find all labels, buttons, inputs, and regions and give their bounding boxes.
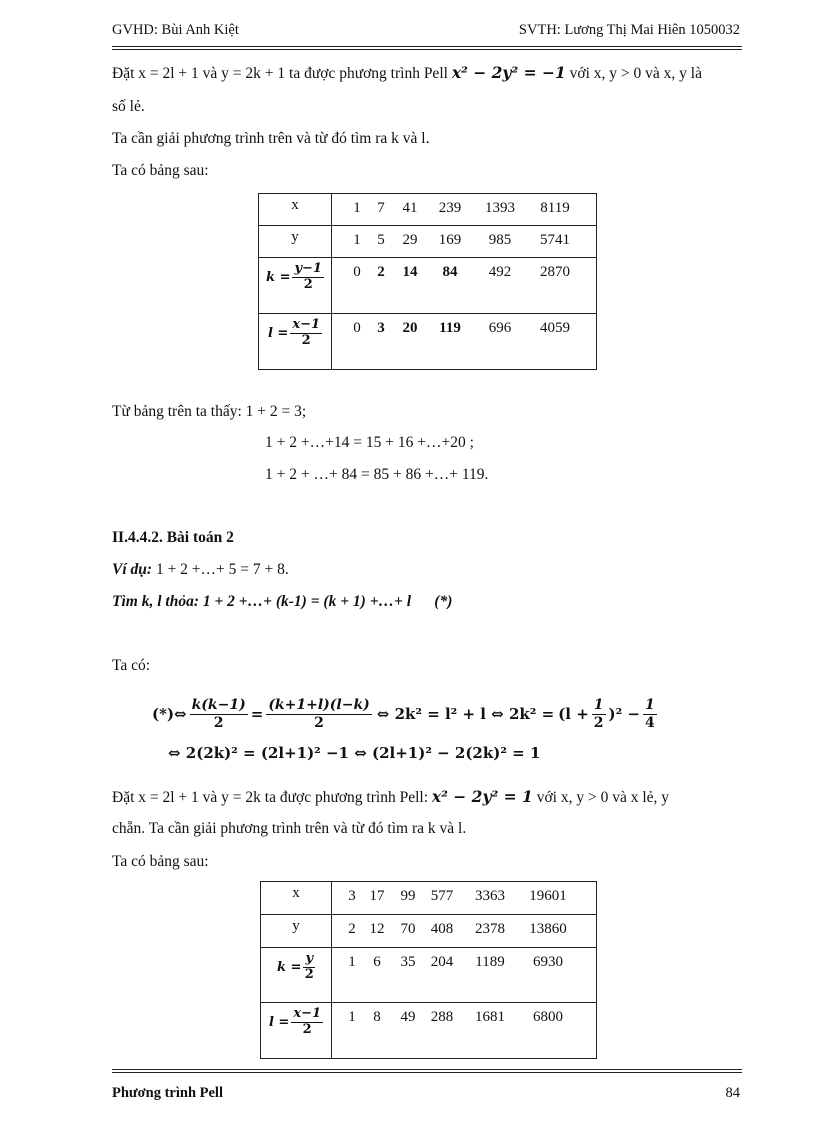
row-label-l: l = $\frac{x-1}{2}$: [259, 314, 332, 370]
row-label: x: [261, 882, 332, 915]
text: Đặt x = 2l + 1 và y = 2k + 1 ta được phương trình Pell: [112, 65, 448, 82]
row-label-k: k = $\frac{y-1}{2}$: [259, 258, 332, 314]
row-values: 1 7 41 239 1393 8119: [332, 194, 597, 226]
row-label-l: l = $\frac{x-1}{2}$: [261, 1003, 332, 1059]
footer-rule: [112, 1069, 742, 1070]
row-values: 0 2 14 84 492 2870: [332, 258, 597, 314]
problem-statement: Tìm k, l thỏa: 1 + 2 +…+ (k-1) = (k + 1) +…+ l (*): [112, 593, 453, 610]
paragraph-substitution-1-cont: số lẻ.: [112, 98, 145, 115]
row-label-k: k = $\frac{y}{2}$: [261, 948, 332, 1003]
row-values: 1 6 35 204 1189 6930: [332, 948, 597, 1003]
pell-table-2: [260, 881, 597, 1059]
row-label: y: [259, 226, 332, 258]
table-row: [259, 194, 597, 226]
section-heading: II.4.4.2. Bài toán 2: [112, 529, 234, 546]
header-rule: [112, 46, 742, 47]
paragraph-table-intro-1: Ta có bảng sau:: [112, 162, 209, 179]
footer-rule-2: [112, 1072, 742, 1073]
row-values: 1 8 49 288 1681 6800: [332, 1003, 597, 1059]
text: với x, y > 0 và x, y là: [569, 65, 702, 82]
pell-table-1: [258, 193, 597, 370]
row-values: 3 17 99 577 3363 19601: [332, 882, 597, 915]
footer-title: Phương trình Pell: [112, 1085, 223, 1101]
row-label: y: [261, 915, 332, 948]
table-row: [261, 1003, 597, 1059]
paragraph-substitution-2: [112, 787, 669, 807]
table-row: [261, 948, 597, 1003]
example-text: 1 + 2 +…+ 5 = 7 + 8.: [152, 561, 289, 578]
row-values: 1 5 29 169 985 5741: [332, 226, 597, 258]
text: với x, y > 0 và x lẻ, y: [536, 789, 670, 806]
taco-label: Ta có:: [112, 657, 151, 674]
row-values: 0 3 20 119 696 4059: [332, 314, 597, 370]
paragraph-substitution-1: [112, 63, 702, 83]
observation-line-1: Từ bảng trên ta thấy: 1 + 2 = 3;: [112, 403, 307, 420]
pell-equation-2: x² − 2y² = 1: [431, 787, 533, 806]
paragraph-substitution-2-cont: chẵn. Ta cần giải phương trình trên và từ đó tìm ra k và l.: [112, 820, 467, 837]
paragraph-solve-1: Ta cần giải phương trình trên và từ đó tìm ra k và l.: [112, 130, 430, 147]
example-line: [112, 561, 289, 579]
pell-equation-1: x² − 2y² = −1: [451, 63, 566, 82]
table-row: [261, 882, 597, 915]
header-left: GVHD: Bùi Anh Kiệt: [112, 22, 239, 38]
header-right: SVTH: Lương Thị Mai Hiên 1050032: [518, 22, 740, 38]
observation-line-2: 1 + 2 +…+14 = 15 + 16 +…+20 ;: [265, 434, 474, 451]
row-values: 2 12 70 408 2378 13860: [332, 915, 597, 948]
table-row: [261, 915, 597, 948]
paragraph-table-intro-2: Ta có bảng sau:: [112, 853, 209, 870]
page-number: 84: [725, 1085, 740, 1101]
table-row: [259, 258, 597, 314]
equation-line-1: (*)⇔ $\frac{k(k-1)}{2}$ = $\frac{(k+1+l)(l-k)}{2}$ ⇔ 2k² = l² + l ⇔ 2k² = (l + $\frac{1}{2}$ )² − $\frac{1}{4}$: [152, 697, 655, 731]
header-rule-2: [112, 49, 742, 50]
row-label: x: [259, 194, 332, 226]
table-row: [259, 226, 597, 258]
observation-line-3: 1 + 2 + …+ 84 = 85 + 86 +…+ 119.: [265, 466, 489, 483]
text: Đặt x = 2l + 1 và y = 2k ta được phương trình Pell:: [112, 789, 428, 806]
table-row: [259, 314, 597, 370]
example-label: Ví dụ:: [112, 561, 153, 578]
equation-line-2: ⇔ 2(2k)² = (2l+1)² −1 ⇔ (2l+1)² − 2(2k)² = 1: [168, 744, 541, 762]
